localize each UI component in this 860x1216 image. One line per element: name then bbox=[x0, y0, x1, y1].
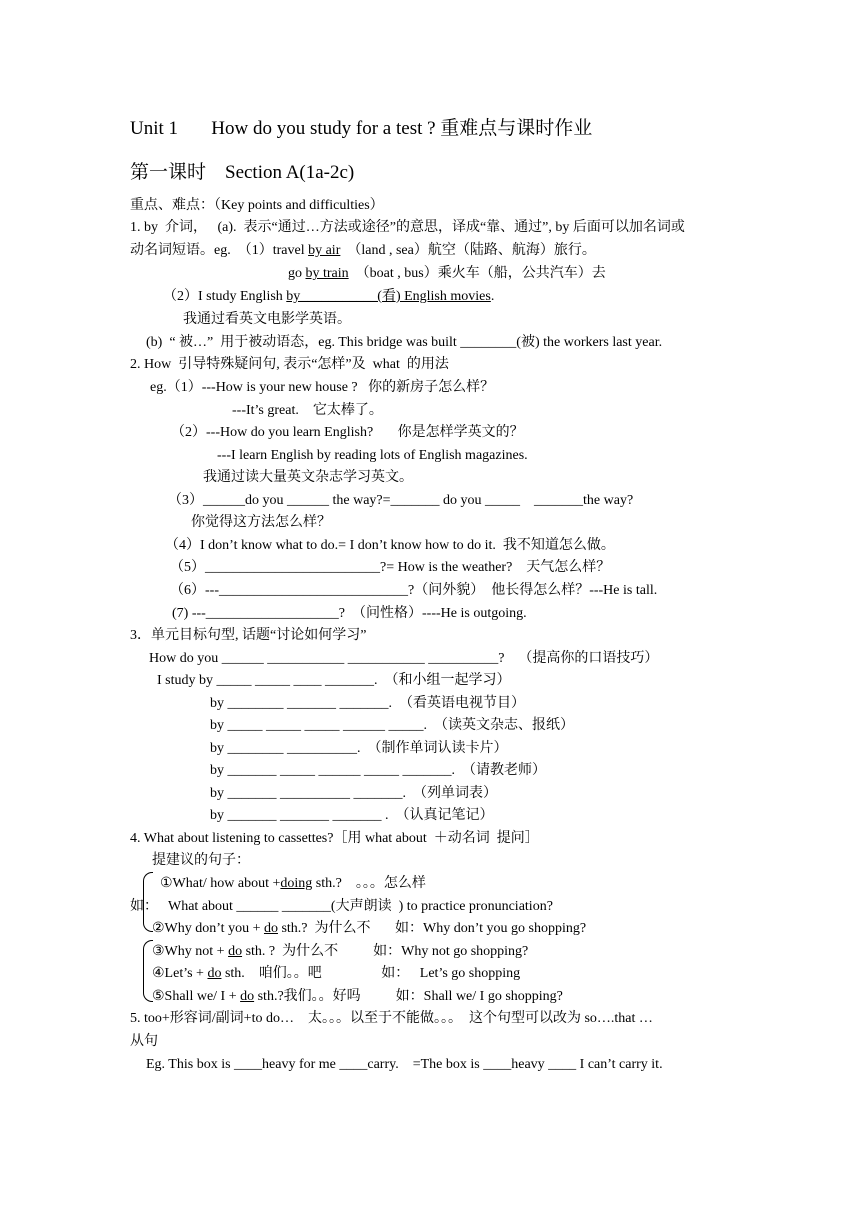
p2-line12: (7) ---___________________? （问性格）----He is outgoing. bbox=[172, 606, 527, 621]
p2-line9: （4）I don’t know what to do.= I don’t know how to do it. 我不知道怎么做。 bbox=[165, 538, 615, 553]
p1-line5: 我通过看英文电影学英语。 bbox=[183, 312, 351, 327]
p4-item3: ③Why not + do sth. ? 为什么不 如：Why not go shopping? bbox=[152, 944, 529, 959]
p4-item1: ①What/ how about +doing sth.? 。。。怎么样 bbox=[160, 876, 426, 891]
key-points-heading: 重点、难点：（Key points and difficulties） bbox=[130, 198, 384, 213]
p5-line2: 从句 bbox=[130, 1034, 158, 1049]
p2-line3: ---It’s great. 它太棒了。 bbox=[232, 403, 383, 418]
p2-line5: ---I learn English by reading lots of English magazines. bbox=[217, 448, 528, 463]
p4-line1: 4. What about listening to cassettes?［用 what about ＋动名词 提问］ bbox=[130, 831, 539, 846]
section-heading: 第一课时 Section A(1a-2c) bbox=[130, 162, 355, 183]
p2-line10: （5）_________________________?= How is the weather? 天气怎么样？ bbox=[170, 560, 611, 575]
p2-line2: eg.（1）---How is your new house ? 你的新房子怎么样？ bbox=[150, 380, 495, 395]
p1-line2: 动名词短语。eg. （1）travel by air （land , sea）航空（陆路、航海）旅行。 bbox=[130, 243, 596, 258]
p1-line1: 1. by 介词， (a). 表示“通过…方法或途径”的意思，译成“靠、通过”, by 后面可以加名词或 bbox=[130, 220, 685, 235]
p3-line5: by _____ _____ _____ ______ _____. （读英文杂志、报纸） bbox=[210, 718, 574, 733]
p2-line1: 2. How 引导特殊疑问句, 表示“怎样”及 what 的用法 bbox=[130, 357, 449, 372]
p4-line2: 提建议的句子： bbox=[152, 853, 250, 868]
p3-line6: by ________ __________. （制作单词认读卡片） bbox=[210, 741, 508, 756]
p2-line7: （3）______do you ______ the way?=_______ do you _____ _______the way? bbox=[168, 493, 634, 508]
p3-line7: by _______ _____ ______ _____ _______. （请教老师） bbox=[210, 763, 546, 778]
p4-item5: ⑤Shall we/ I + do sth.?我们。。好吗 如：Shall we/ I go shopping? bbox=[152, 989, 563, 1004]
p2-line6: 我通过读大量英文杂志学习英文。 bbox=[203, 470, 413, 485]
page-title: Unit 1 How do you study for a test ? 重难点与课时作业 bbox=[130, 118, 593, 139]
p4-ru-label: 如： bbox=[130, 899, 158, 914]
p3-line3: I study by _____ _____ ____ _______. （和小组一起学习） bbox=[157, 673, 511, 688]
p1-line3: go by train （boat , bus）乘火车（船，公共汽车）去 bbox=[288, 266, 606, 281]
p1-line4: （2）I study English by___________(看) English movies. bbox=[163, 289, 495, 304]
p5-line3: Eg. This box is ____heavy for me ____carry. =The box is ____heavy ____ I can’t carry it. bbox=[146, 1057, 663, 1072]
p2-line4: （2）---How do you learn English? 你是怎样学英文的？ bbox=[171, 425, 524, 440]
p5-line1: 5. too+形容词/副词+to do… 太。。。以至于不能做。。。 这个句型可以改为 so….that … bbox=[130, 1011, 653, 1026]
p3-line2: How do you ______ ___________ ___________ __________? （提高你的口语技巧） bbox=[149, 651, 659, 666]
p2-line11: （6）---___________________________?（问外貌） 他长得怎么样？---He is tall. bbox=[170, 583, 658, 598]
p3-line1: 3．单元目标句型, 话题“讨论如何学习” bbox=[130, 628, 367, 643]
p4-item4: ④Let’s + do sth. 咱们。。吧 如： Let’s go shopping bbox=[152, 966, 521, 981]
p2-line8: 你觉得这方法怎么样？ bbox=[191, 515, 331, 530]
p4-item1b: What about ______ _______(大声朗读 ) to practice pronunciation? bbox=[168, 899, 553, 914]
p3-line9: by _______ _______ _______ . （认真记笔记） bbox=[210, 808, 494, 823]
p3-line8: by _______ __________ _______. （列单词表） bbox=[210, 786, 497, 801]
p4-item2: ②Why don’t you + do sth.? 为什么不 如：Why don’t you go shopping? bbox=[152, 921, 587, 936]
p1-line6: (b) “ 被…” 用于被动语态，eg. This bridge was built ________(被) the workers last year. bbox=[146, 335, 663, 350]
p3-line4: by ________ _______ _______. （看英语电视节目） bbox=[210, 696, 525, 711]
